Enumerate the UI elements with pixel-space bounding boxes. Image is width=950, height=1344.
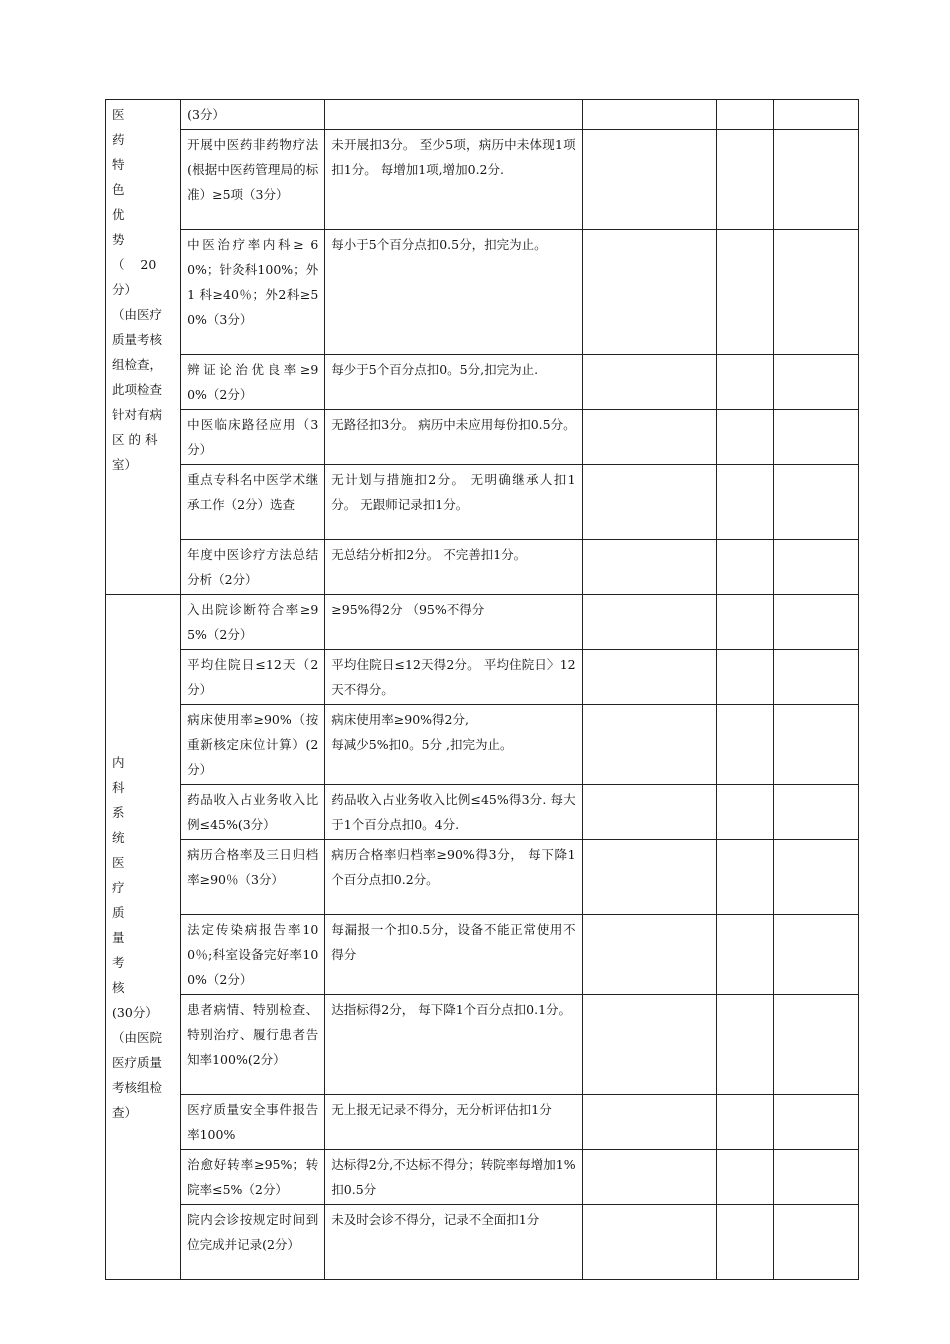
score-cell	[582, 465, 716, 540]
table-row	[106, 1150, 859, 1205]
item-cell: 药品收入占业务收入比例≤45%(3分）	[181, 785, 325, 840]
item-cell: 患者病情、特别检查、特别治疗、履行患者告知率100%(2分）	[181, 995, 325, 1095]
item-cell: 重点专科名中医学术继承工作（2分）选查	[181, 465, 325, 540]
standard-cell: 药品收入占业务收入比例≤45%得3分. 每大于1个百分点扣0。4分.	[325, 785, 582, 840]
item-cell: 院内会诊按规定时间到位完成并记录(2分）	[181, 1205, 325, 1280]
standard-cell: 无路径扣3分。 病历中未应用每份扣0.5分。	[325, 410, 582, 465]
score-cell	[773, 410, 858, 465]
table-row	[106, 650, 859, 705]
category-cell	[106, 595, 181, 1280]
table-row	[106, 785, 859, 840]
score-cell	[773, 465, 858, 540]
table-row	[106, 540, 859, 595]
score-cell	[582, 100, 716, 130]
category-text: 内 科 系 统 医 疗 质 量 考 核 (30分） （由医院 医疗质量 考核组检 查）	[112, 754, 163, 1120]
table-row	[106, 595, 859, 650]
standard-cell: 达标得2分,不达标不得分；转院率每增加1%扣0.5分	[325, 1150, 582, 1205]
item-cell: 治愈好转率≥95%；转院率≤5%（2分）	[181, 1150, 325, 1205]
score-cell	[582, 650, 716, 705]
score-cell	[716, 540, 773, 595]
score-cell	[582, 1095, 716, 1150]
item-cell: 中医临床路径应用（3分）	[181, 410, 325, 465]
score-cell	[716, 915, 773, 995]
table-row	[106, 355, 859, 410]
standard-cell: 病历合格率归档率≥90%得3分， 每下降1个百分点扣0.2分。	[325, 840, 582, 915]
item-cell: 医疗质量安全事件报告率100%	[181, 1095, 325, 1150]
item-cell: 平均住院日≤12天（2分）	[181, 650, 325, 705]
score-cell	[582, 995, 716, 1095]
score-cell	[716, 995, 773, 1095]
score-cell	[582, 840, 716, 915]
score-cell	[582, 355, 716, 410]
score-cell	[773, 1150, 858, 1205]
standard-cell: 达指标得2分， 每下降1个百分点扣0.1分。	[325, 995, 582, 1095]
table-row	[106, 130, 859, 230]
score-cell	[716, 130, 773, 230]
standard-cell: 无计划与措施扣2分。 无明确继承人扣1分。 无跟师记录扣1分。	[325, 465, 582, 540]
table-row	[106, 705, 859, 785]
score-cell	[773, 995, 858, 1095]
standard-cell: 每小于5个百分点扣0.5分，扣完为止。	[325, 230, 582, 355]
item-cell: 法定传染病报告率100％;科室设备完好率100%（2分）	[181, 915, 325, 995]
score-cell	[773, 705, 858, 785]
score-cell	[773, 785, 858, 840]
item-cell: 病历合格率及三日归档率≥90％（3分）	[181, 840, 325, 915]
table-row	[106, 1095, 859, 1150]
assessment-table	[105, 99, 859, 1280]
score-cell	[716, 785, 773, 840]
score-cell	[716, 100, 773, 130]
item-cell: 开展中医药非药物疗法(根据中医药管理局的标准）≥5项（3分）	[181, 130, 325, 230]
table-body	[106, 100, 859, 1280]
score-cell	[716, 1150, 773, 1205]
score-cell	[716, 595, 773, 650]
score-cell	[716, 840, 773, 915]
table-row	[106, 915, 859, 995]
standard-cell: 未及时会诊不得分，记录不全面扣1分	[325, 1205, 582, 1280]
standard-cell: 每漏报一个扣0.5分，设备不能正常使用不得分	[325, 915, 582, 995]
standard-cell: 无上报无记录不得分，无分析评估扣1分	[325, 1095, 582, 1150]
score-cell	[716, 465, 773, 540]
score-cell	[773, 915, 858, 995]
table-row	[106, 840, 859, 915]
table-row	[106, 410, 859, 465]
score-cell	[716, 705, 773, 785]
standard-cell	[325, 100, 582, 130]
score-cell	[582, 540, 716, 595]
item-cell: (3分）	[181, 100, 325, 130]
score-cell	[582, 785, 716, 840]
table-row	[106, 100, 859, 130]
score-cell	[773, 130, 858, 230]
standard-cell: 未开展扣3分。 至少5项，病历中未体现1项扣1分。 每增加1项,增加0.2分.	[325, 130, 582, 230]
score-cell	[582, 595, 716, 650]
score-cell	[582, 1150, 716, 1205]
standard-cell: 病床使用率≥90%得2分, 每减少5%扣0。5分 ,扣完为止。	[325, 705, 582, 785]
score-cell	[773, 840, 858, 915]
standard-cell: ≥95%得2分 （95%不得分	[325, 595, 582, 650]
item-cell: 病床使用率≥90%（按重新核定床位计算）(2分）	[181, 705, 325, 785]
score-cell	[773, 540, 858, 595]
score-cell	[773, 230, 858, 355]
score-cell	[582, 130, 716, 230]
score-cell	[773, 1205, 858, 1280]
score-cell	[582, 230, 716, 355]
score-cell	[582, 915, 716, 995]
standard-cell: 每少于5个百分点扣0。5分,扣完为止.	[325, 355, 582, 410]
score-cell	[582, 705, 716, 785]
score-cell	[582, 1205, 716, 1280]
category-cell	[106, 100, 181, 595]
score-cell	[773, 595, 858, 650]
score-cell	[582, 410, 716, 465]
item-cell: 中医治疗率内科≥ 60%；针灸科100%；外 1 科≥40％；外2科≥50%（3分）	[181, 230, 325, 355]
table-row	[106, 230, 859, 355]
table-row	[106, 465, 859, 540]
score-cell	[716, 230, 773, 355]
score-cell	[716, 355, 773, 410]
item-cell: 辨证论治优良率≥90%（2分）	[181, 355, 325, 410]
score-cell	[773, 355, 858, 410]
table-row	[106, 995, 859, 1095]
score-cell	[773, 1095, 858, 1150]
standard-cell: 平均住院日≤12天得2分。 平均住院日〉12天不得分。	[325, 650, 582, 705]
item-cell: 入出院诊断符合率≥95%（2分）	[181, 595, 325, 650]
score-cell	[716, 650, 773, 705]
table-row	[106, 1205, 859, 1280]
category-text: 医 药 特 色 优 势 （ 20 分） （由医疗 质量考核 组检查， 此项检查 针对有病 区 的 科 室）	[112, 107, 163, 472]
score-cell	[773, 650, 858, 705]
score-cell	[716, 1205, 773, 1280]
standard-cell: 无总结分析扣2分。 不完善扣1分。	[325, 540, 582, 595]
score-cell	[716, 1095, 773, 1150]
score-cell	[716, 410, 773, 465]
score-cell	[773, 100, 858, 130]
item-cell: 年度中医诊疗方法总结分析（2分）	[181, 540, 325, 595]
